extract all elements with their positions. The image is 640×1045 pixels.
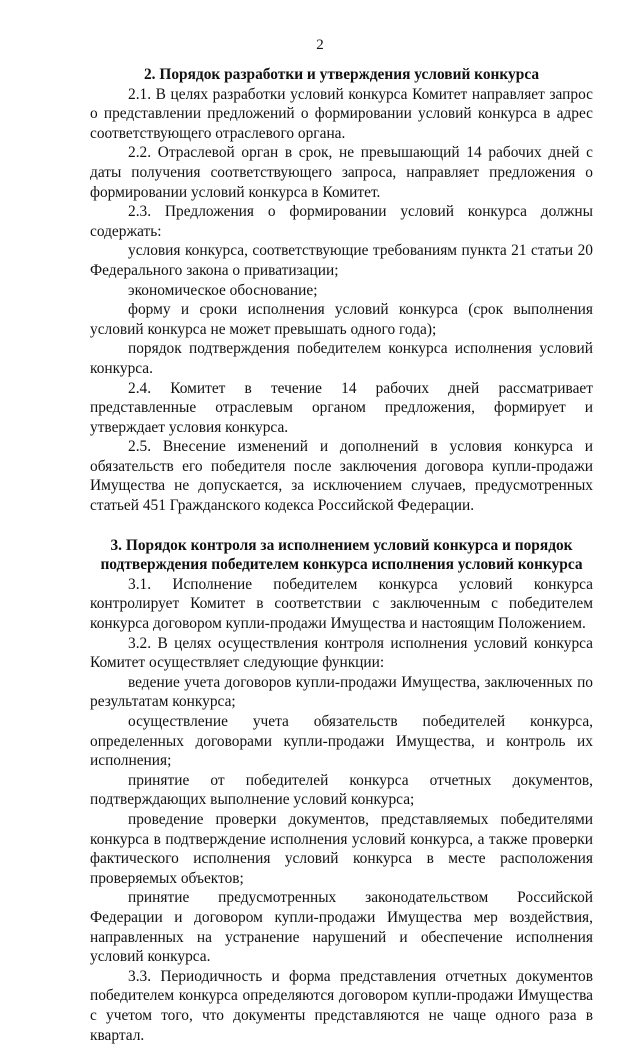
paragraph-3-1: 3.1. Исполнение победителем конкурса условий конкурса контролирует Комитет в соответствии с заключенным с победителем конкурса договором купли-продажи Имущества и настоящим Положением. — [90, 575, 593, 633]
list-item: экономическое обоснование; — [128, 281, 318, 299]
section-spacer — [90, 516, 593, 536]
paragraph-2-4: 2.4. Комитет в течение 14 рабочих дней рассматривает представленные отраслевым органом предложения, формирует и утверждает условия конкурса. — [90, 379, 593, 436]
paragraph-3-3: 3.3. Периодичность и форма представления отчетных документов победителем конкурса определяются договором купли-продажи Имущества с учетом того, что документы представляются не чаще одного раза в квартал. — [90, 967, 593, 1044]
page-number: 2 — [316, 37, 324, 53]
paragraph-2-1: 2.1. В целях разработки условий конкурса Комитет направляет запрос о представлении предложений о формировании условий конкурса в адрес соответствующего отраслевого органа. — [90, 85, 593, 142]
paragraph-2-2: 2.2. Отраслевой орган в срок, не превышающий 14 рабочих дней с даты получения соответствующего запроса, направляет предложения о формировании условий конкурса в Комитет. — [90, 144, 593, 201]
document-body — [90, 65, 593, 1045]
section-2-heading: 2. Порядок разработки и утверждения условий конкурса — [143, 66, 540, 83]
list-item: проведение проверки документов, представляемых победителями конкурса в подтверждение исполнения условий конкурса, а также проверки фактического исполнения условий конкурса в месте расположения проверяемых объектов; — [90, 810, 593, 887]
list-item: принятие от победителей конкурса отчетных документов, подтверждающих выполнение условий конкурса; — [90, 771, 593, 809]
list-item: ведение учета договоров купли-продажи Имущества, заключенных по результатам конкурса; — [90, 673, 593, 711]
list-item: порядок подтверждения победителем конкурса исполнения условий конкурса. — [90, 340, 593, 377]
list-item: форму и сроки исполнения условий конкурса (срок выполнения условий конкурса не может превышать одного года); — [90, 301, 593, 338]
paragraph-2-5: 2.5. Внесение изменений и дополнений в условия конкурса и обязательств его победителя после заключения договора купли-продажи Имущества не допускается, за исключением случаев, предусмотренных статьей 451 Гражданского кодекса Российской Федерации. — [90, 438, 593, 515]
list-item: условия конкурса, соответствующие требованиям пункта 21 статьи 20 Федерального закона о приватизации; — [90, 242, 593, 279]
list-item: принятие предусмотренных законодательством Российской Федерации и договором купли-продажи Имущества мер воздействия, направленных на устранение нарушений и обеспечение исполнения условий конкурса. — [90, 889, 593, 966]
paragraph-2-3: 2.3. Предложения о формировании условий конкурса должны содержать: — [90, 203, 593, 240]
paragraph-3-2: 3.2. В целях осуществления контроля исполнения условий конкурса Комитет осуществляет следующие функции: — [90, 634, 593, 672]
list-item: осуществление учета обязательств победителей конкурса, определенных договорами купли-продажи Имущества, и контроль их исполнения; — [90, 713, 593, 770]
section-3-heading-line-1: 3. Порядок контроля за исполнением условий конкурса и порядок — [110, 536, 573, 554]
section-3-heading-line-2: подтверждения победителем конкурса исполнения условий конкурса — [100, 556, 583, 574]
